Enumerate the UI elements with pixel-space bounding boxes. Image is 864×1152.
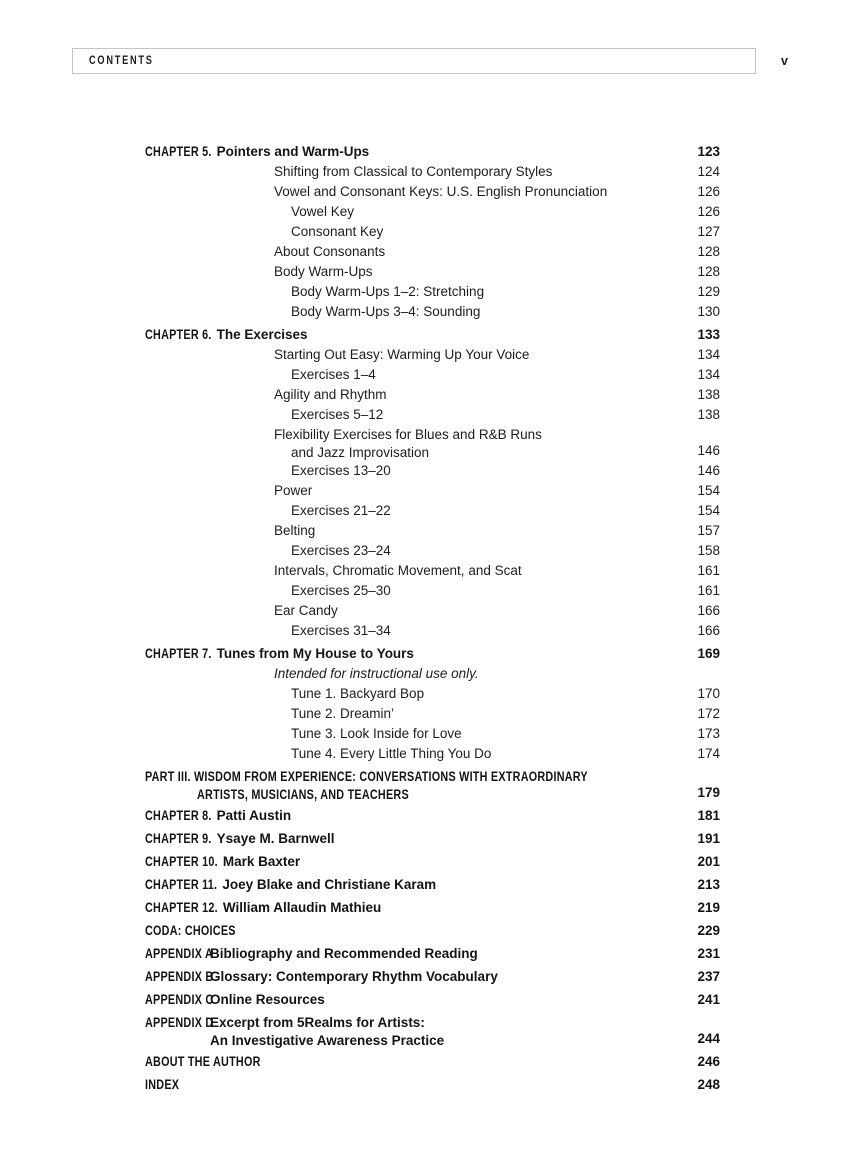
toc-entry-chapter	[145, 829, 720, 849]
page-number: 154	[697, 483, 720, 498]
toc-entry-sub1	[145, 385, 720, 405]
page-number: 219	[697, 900, 720, 915]
toc-entry-appendix	[145, 944, 720, 964]
page-number: 158	[697, 543, 720, 558]
entry-label	[145, 923, 258, 938]
toc-entry-sub2	[145, 724, 720, 744]
entry-text	[145, 1052, 290, 1072]
toc-entry-appendix	[145, 990, 720, 1010]
entry-text	[291, 744, 491, 764]
toc-entry-chapter	[145, 898, 720, 918]
entry-title: Exercises 31–34	[291, 623, 391, 638]
entry-text	[145, 944, 478, 964]
entry-title: Intended for instructional use only.	[274, 666, 479, 681]
entry-text	[274, 521, 315, 541]
entry-text	[145, 829, 334, 849]
entry-label-text: APPENDIX A	[145, 946, 214, 961]
page-number: 161	[697, 583, 720, 598]
page-header	[72, 48, 792, 74]
entry-title: Vowel Key	[291, 204, 355, 219]
page-number: 170	[697, 686, 720, 701]
toc-entry-chapter	[145, 875, 720, 895]
entry-text	[145, 921, 258, 941]
toc-entry-sub1	[145, 561, 720, 581]
entry-text	[274, 242, 385, 262]
page-number: 244	[697, 1031, 720, 1046]
toc-entry-sub2	[145, 744, 720, 764]
page-number: 229	[697, 923, 720, 938]
entry-title: Excerpt from 5Realms for Artists:	[210, 1015, 425, 1030]
page-number: 191	[697, 831, 720, 846]
entry-title: Pointers and Warm-Ups	[216, 144, 370, 159]
toc-entry-sub2	[145, 365, 720, 385]
entry-label	[145, 854, 223, 869]
entry-text	[291, 724, 462, 744]
entry-title: Exercises 23–24	[291, 543, 391, 558]
entry-text	[291, 302, 480, 322]
entry-title: Exercises 5–12	[291, 407, 384, 422]
entry-label	[145, 831, 217, 846]
entry-title: Tune 1. Backyard Bop	[291, 686, 425, 701]
entry-text	[274, 601, 338, 621]
toc-entry-appendix	[145, 1013, 720, 1049]
entry-title-line2-text: ARTISTS, MUSICIANS, AND TEACHERS	[197, 787, 409, 802]
toc-entry-chapter	[145, 644, 720, 664]
toc-entry-sub2	[145, 621, 720, 641]
toc-entry-sub2	[145, 541, 720, 561]
entry-title: Online Resources	[210, 992, 325, 1007]
entry-text	[291, 621, 391, 641]
page-number: 181	[697, 808, 720, 823]
entry-label-text: CHAPTER 7.	[145, 646, 212, 661]
page-number: 213	[697, 877, 720, 892]
entry-title: Shifting from Classical to Contemporary Styles	[274, 164, 553, 179]
entry-title: Exercises 1–4	[291, 367, 376, 382]
toc-entry-chapter	[145, 806, 720, 826]
entry-label	[145, 327, 217, 342]
entry-text	[291, 405, 383, 425]
entry-title-line2: and Jazz Improvisation	[291, 445, 430, 460]
entry-text	[274, 561, 522, 581]
entry-title: Patti Austin	[216, 808, 292, 823]
page-number: 201	[697, 854, 720, 869]
page-folio: v	[781, 54, 788, 68]
entry-text	[145, 806, 291, 826]
entry-label	[145, 144, 217, 159]
page-number: 124	[697, 164, 720, 179]
running-head-title: CONTENTS	[89, 55, 154, 67]
entry-label	[145, 1054, 290, 1069]
entry-text	[291, 365, 376, 385]
toc-entry-chapter	[145, 852, 720, 872]
toc-entry-sub1	[145, 162, 720, 182]
entry-text	[274, 385, 387, 405]
entry-label-text: APPENDIX C	[145, 992, 214, 1007]
entry-text	[274, 162, 552, 182]
table-of-contents	[145, 139, 720, 1095]
entry-title-text: PART III. WISDOM FROM EXPERIENCE: CONVERSATIONS WITH EXTRAORDINARY	[145, 769, 588, 784]
page-number: 161	[697, 563, 720, 578]
entry-title: Ear Candy	[274, 603, 338, 618]
entry-text	[291, 222, 383, 242]
page-number: 231	[697, 946, 720, 961]
entry-label-text: APPENDIX B	[145, 969, 214, 984]
entry-label-text: CHAPTER 10.	[145, 854, 218, 869]
entry-text	[145, 1075, 188, 1095]
toc-entry-part	[145, 767, 720, 803]
page-number: 146	[697, 443, 720, 458]
toc-entry-sub1	[145, 601, 720, 621]
entry-text	[274, 425, 542, 461]
entry-label	[145, 900, 223, 915]
entry-title: Body Warm-Ups 3–4: Sounding	[291, 304, 481, 319]
entry-label	[145, 944, 214, 964]
entry-label	[145, 877, 222, 892]
page-number: 246	[697, 1054, 720, 1069]
entry-title: Tune 4. Every Little Thing You Do	[291, 746, 492, 761]
entry-title: Body Warm-Ups	[274, 264, 373, 279]
entry-text	[145, 325, 307, 345]
entry-label-text: CHAPTER 12.	[145, 900, 218, 915]
toc-entry-appendix	[145, 967, 720, 987]
entry-label-text: CHAPTER 5.	[145, 144, 212, 159]
entry-text	[291, 501, 391, 521]
toc-entry-sub2	[145, 461, 720, 481]
entry-text	[145, 644, 414, 664]
toc-entry-sub2	[145, 501, 720, 521]
page-number: 157	[697, 523, 720, 538]
toc-entry-sub1	[145, 481, 720, 501]
entry-title-line2	[145, 787, 685, 803]
entry-text	[291, 202, 354, 222]
toc-entry-note	[145, 664, 720, 684]
page-number: 130	[697, 304, 720, 319]
toc-entry-sub2	[145, 222, 720, 242]
toc-entry-sub1	[145, 521, 720, 541]
entry-label-text: APPENDIX D	[145, 1015, 214, 1030]
entry-title: Exercises 25–30	[291, 583, 391, 598]
entry-label	[145, 990, 214, 1010]
page-number: 169	[697, 646, 720, 661]
toc-entry-sub2	[145, 684, 720, 704]
page-number: 146	[697, 463, 720, 478]
toc-entry-sub2	[145, 405, 720, 425]
entry-text	[274, 262, 373, 282]
entry-label	[145, 808, 217, 823]
page-number: 138	[697, 387, 720, 402]
entry-label-text: INDEX	[145, 1077, 180, 1092]
toc-entry-sub2	[145, 581, 720, 601]
entry-text	[145, 967, 498, 987]
entry-label	[145, 967, 214, 987]
entry-title: Intervals, Chromatic Movement, and Scat	[274, 563, 522, 578]
entry-text	[145, 1013, 444, 1049]
entry-title: Power	[274, 483, 313, 498]
entry-text	[274, 664, 479, 684]
entry-text	[145, 990, 325, 1010]
entry-text	[145, 852, 300, 872]
entry-label	[145, 1013, 214, 1033]
toc-entry-sub1	[145, 425, 720, 461]
entry-title: William Allaudin Mathieu	[222, 900, 382, 915]
entry-label-text: CHAPTER 6.	[145, 327, 212, 342]
page-number: 179	[697, 785, 720, 800]
entry-label	[145, 646, 217, 661]
page-number: 173	[697, 726, 720, 741]
page-number: 126	[697, 204, 720, 219]
page-number: 174	[697, 746, 720, 761]
page-number: 129	[697, 284, 720, 299]
page-number: 241	[697, 992, 720, 1007]
toc-entry-sub2	[145, 302, 720, 322]
page-number: 138	[697, 407, 720, 422]
entry-label-text: CHAPTER 9.	[145, 831, 212, 846]
entry-title: Glossary: Contemporary Rhythm Vocabulary	[210, 969, 498, 984]
toc-entry-chapter	[145, 142, 720, 162]
entry-title: Body Warm-Ups 1–2: Stretching	[291, 284, 485, 299]
entry-text	[145, 898, 381, 918]
entry-text	[291, 282, 484, 302]
entry-title: Consonant Key	[291, 224, 384, 239]
entry-text	[274, 481, 312, 501]
entry-title	[145, 769, 699, 784]
entry-title: Vowel and Consonant Keys: U.S. English Pronunciation	[274, 184, 608, 199]
toc-entry-sub1	[145, 262, 720, 282]
page-number: 154	[697, 503, 720, 518]
toc-entry-backmatter	[145, 921, 720, 941]
page-number: 127	[697, 224, 720, 239]
entry-title: About Consonants	[274, 244, 386, 259]
entry-text	[145, 767, 685, 803]
page-number: 237	[697, 969, 720, 984]
entry-text	[291, 541, 391, 561]
entry-title: Belting	[274, 523, 316, 538]
toc-entry-sub2	[145, 282, 720, 302]
entry-title: Agility and Rhythm	[274, 387, 387, 402]
page-number: 133	[697, 327, 720, 342]
page-number: 128	[697, 244, 720, 259]
toc-entry-backmatter	[145, 1075, 720, 1095]
entry-title-line2: An Investigative Awareness Practice	[210, 1033, 445, 1048]
entry-label-text: CHAPTER 11.	[145, 877, 218, 892]
toc-entry-sub2	[145, 202, 720, 222]
entry-label-text: ABOUT THE AUTHOR	[145, 1054, 261, 1069]
entry-label	[145, 1077, 188, 1092]
running-head-box	[72, 48, 756, 74]
entry-title: The Exercises	[216, 327, 308, 342]
toc-entry-sub1	[145, 182, 720, 202]
entry-title: Tunes from My House to Yours	[216, 646, 414, 661]
entry-title: Exercises 13–20	[291, 463, 391, 478]
entry-text	[291, 704, 394, 724]
entry-label-text: CHAPTER 8.	[145, 808, 212, 823]
page-number: 248	[697, 1077, 720, 1092]
toc-entry-sub2	[145, 704, 720, 724]
entry-title: Ysaye M. Barnwell	[216, 831, 335, 846]
page-number: 126	[697, 184, 720, 199]
toc-entry-sub1	[145, 242, 720, 262]
page-number: 134	[697, 367, 720, 382]
entry-text	[291, 581, 391, 601]
entry-title: Joey Blake and Christiane Karam	[222, 877, 437, 892]
toc-entry-backmatter	[145, 1052, 720, 1072]
entry-title: Mark Baxter	[222, 854, 301, 869]
page-number: 166	[697, 623, 720, 638]
entry-title: Tune 3. Look Inside for Love	[291, 726, 462, 741]
entry-title: Bibliography and Recommended Reading	[210, 946, 478, 961]
entry-text	[145, 142, 369, 162]
page-number: 134	[697, 347, 720, 362]
entry-title: Starting Out Easy: Warming Up Your Voice	[274, 347, 530, 362]
page-number: 166	[697, 603, 720, 618]
page-number: 128	[697, 264, 720, 279]
entry-text	[274, 182, 607, 202]
entry-label-text: CODA: CHOICES	[145, 923, 236, 938]
entry-text	[291, 461, 391, 481]
entry-text	[145, 875, 436, 895]
entry-title: Flexibility Exercises for Blues and R&B Runs	[274, 427, 542, 442]
toc-entry-chapter	[145, 325, 720, 345]
page-number: 172	[697, 706, 720, 721]
toc-entry-sub1	[145, 345, 720, 365]
entry-title: Tune 2. Dreamin’	[291, 706, 395, 721]
page-number: 123	[697, 144, 720, 159]
entry-text	[274, 345, 529, 365]
entry-title: Exercises 21–22	[291, 503, 391, 518]
entry-text	[291, 684, 424, 704]
